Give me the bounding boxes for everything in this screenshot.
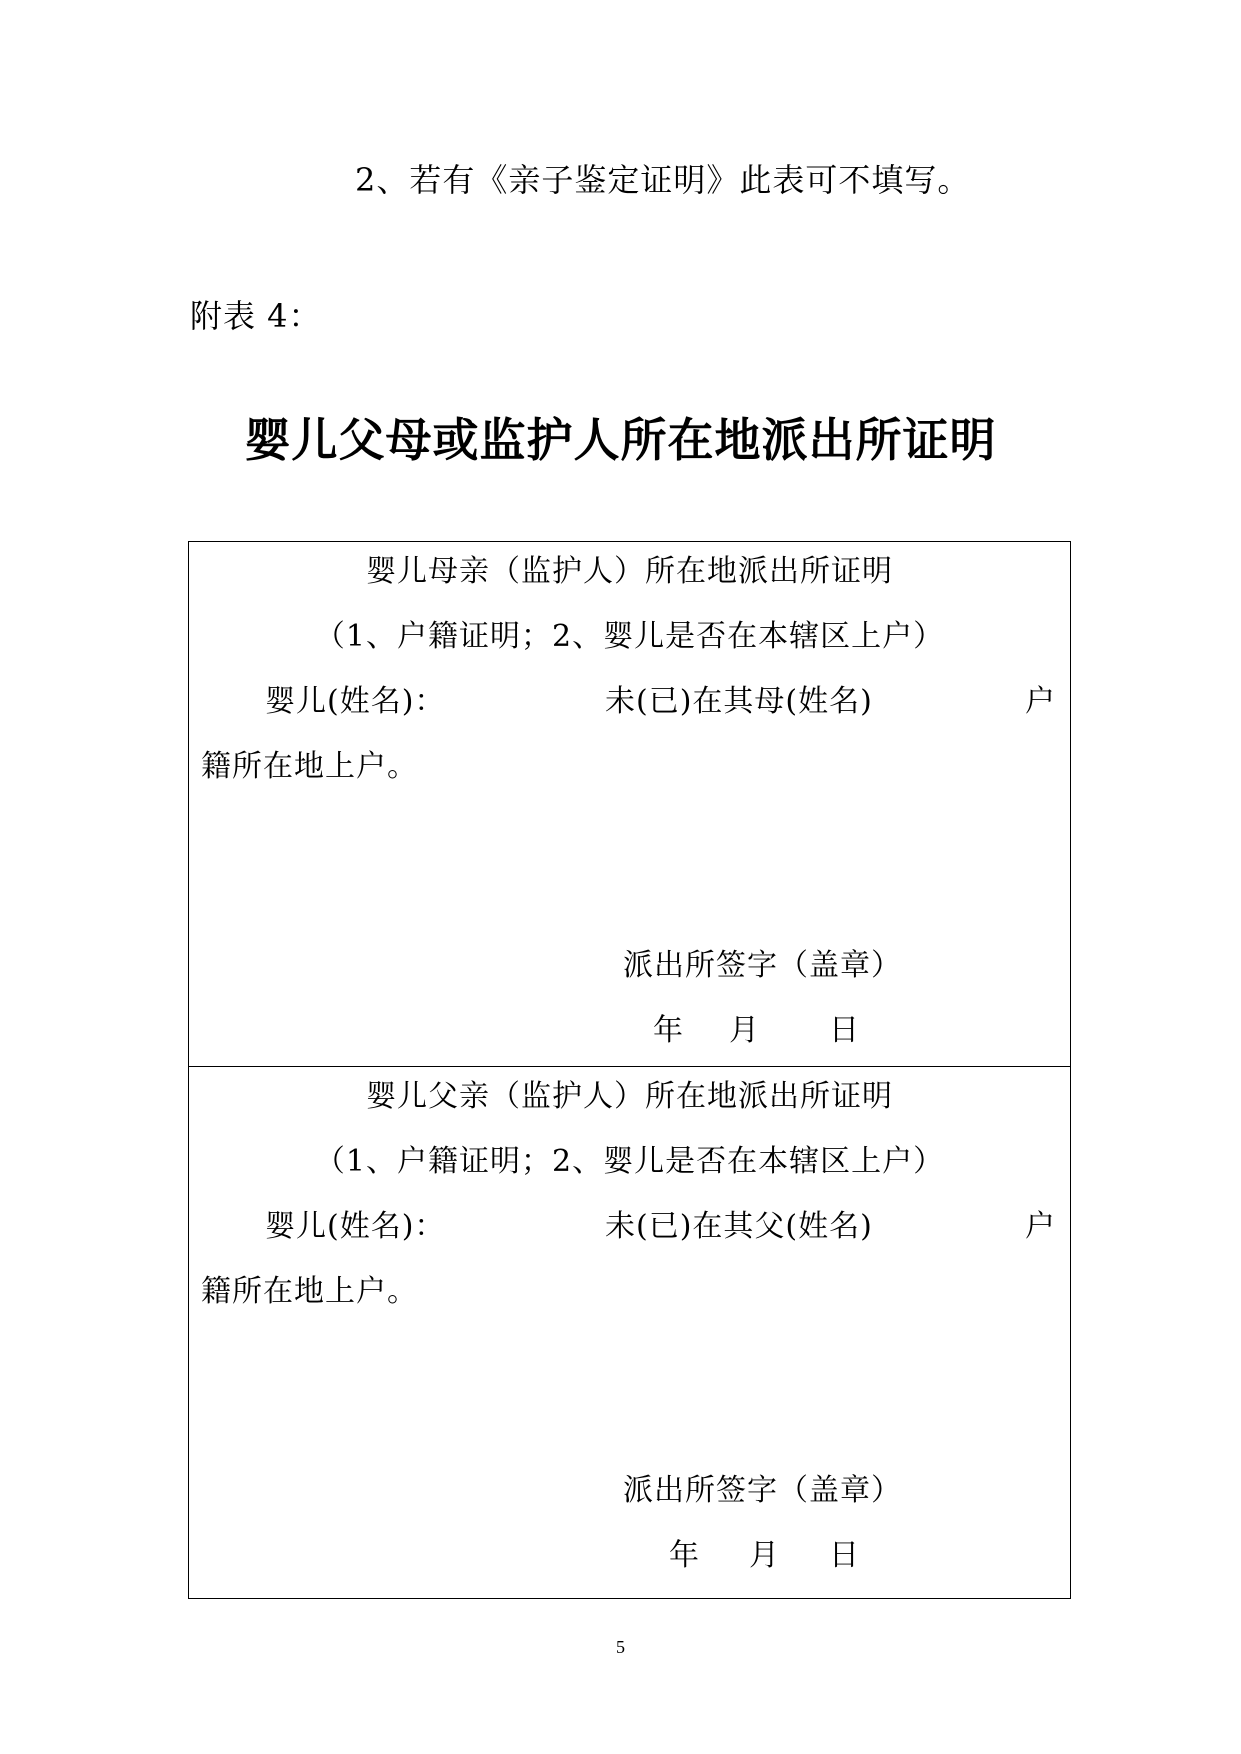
- date-day: 日: [829, 1538, 860, 1573]
- continuation-text: 籍所在地上户。: [201, 1274, 418, 1309]
- date-year: 年: [653, 1013, 684, 1048]
- signature-label: 派出所签字（盖章）: [623, 948, 902, 983]
- date-year: 年: [669, 1538, 700, 1573]
- date-month: 月: [749, 1538, 780, 1573]
- father-certificate-section: [189, 1066, 1070, 1597]
- parent-clause: 未(已)在其母(姓名): [605, 684, 873, 719]
- appendix-label: 附表 4：: [190, 297, 322, 335]
- infant-name-label: 婴儿(姓名)：: [265, 1209, 446, 1244]
- section-subheading: （1、户籍证明；2、婴儿是否在本辖区上户）: [314, 1144, 945, 1179]
- date-day: 日: [829, 1013, 860, 1048]
- section-heading: 婴儿父亲（监护人）所在地派出所证明: [366, 1079, 893, 1114]
- household-char: 户: [1025, 1209, 1056, 1244]
- parent-clause: 未(已)在其父(姓名): [605, 1209, 873, 1244]
- infant-name-label: 婴儿(姓名)：: [265, 684, 446, 719]
- signature-label: 派出所签字（盖章）: [623, 1473, 902, 1508]
- section-subheading: （1、户籍证明；2、婴儿是否在本辖区上户）: [314, 619, 945, 654]
- date-month: 月: [729, 1013, 760, 1048]
- note-text: 2、若有《亲子鉴定证明》此表可不填写。: [355, 161, 971, 199]
- continuation-text: 籍所在地上户。: [201, 749, 418, 784]
- mother-certificate-section: [189, 542, 1070, 1066]
- section-heading: 婴儿母亲（监护人）所在地派出所证明: [366, 554, 893, 589]
- household-char: 户: [1025, 684, 1056, 719]
- document-title: 婴儿父母或监护人所在地派出所证明: [244, 413, 997, 467]
- certificate-form: [188, 541, 1071, 1599]
- page-number: 5: [616, 1637, 625, 1657]
